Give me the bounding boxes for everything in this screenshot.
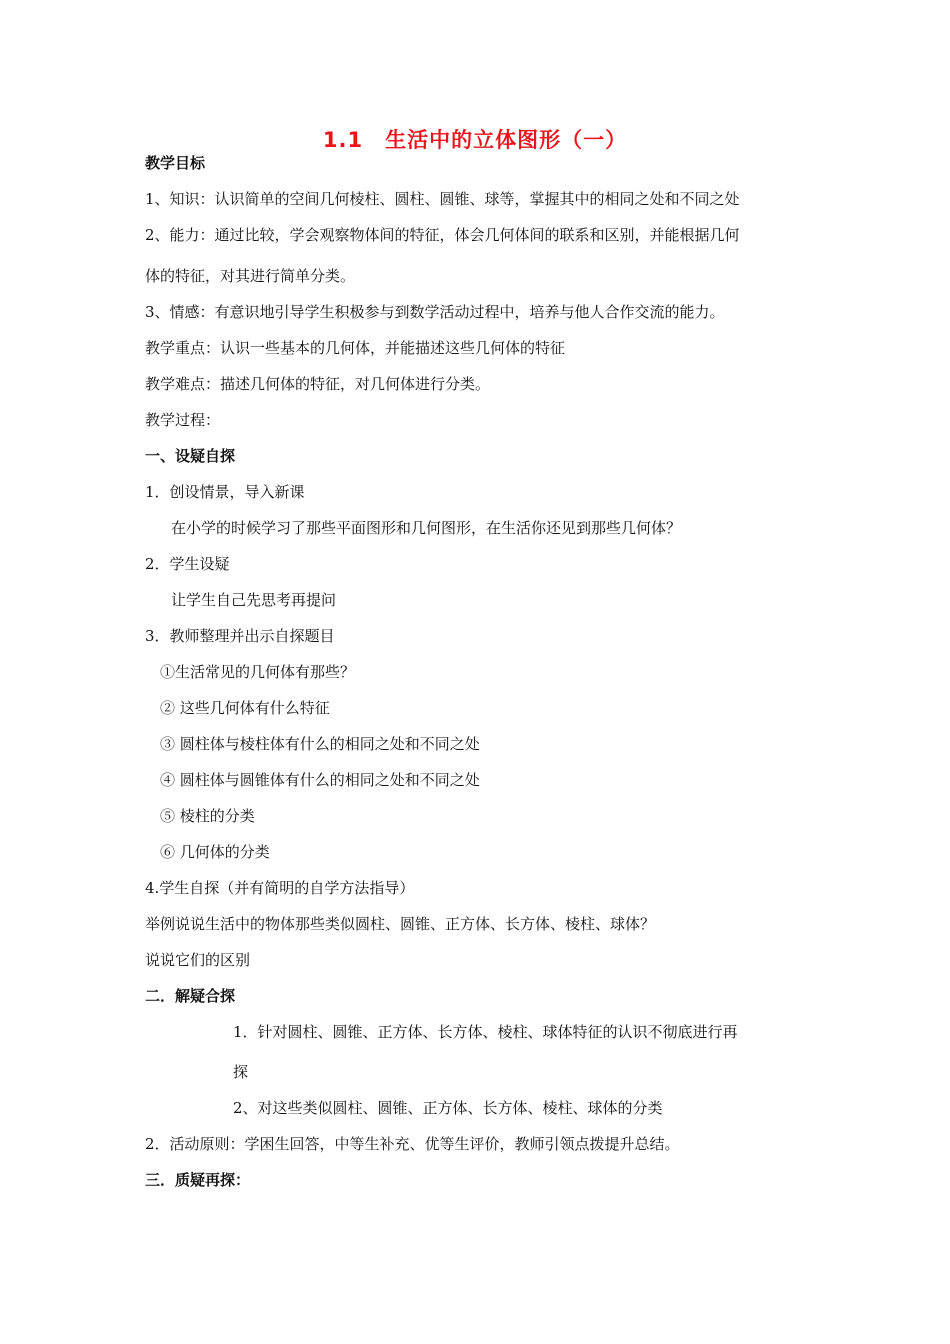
step-1-detail: 在小学的时候学习了那些平面图形和几何图形，在生活你还见到那些几何体？ (171, 519, 682, 537)
step-4: 4.学生自探（并有简明的自学方法指导） (145, 879, 415, 897)
step-1: 1．创设情景，导入新课 (145, 483, 305, 501)
question-4: ④ 圆柱体与圆锥体有什么的相同之处和不同之处 (160, 771, 480, 789)
paragraph-ability-cont: 体的特征，对其进行简单分类。 (145, 267, 356, 285)
paragraph-process: 教学过程： (145, 411, 221, 429)
question-1: ①生活常见的几何体有那些？ (160, 663, 356, 681)
step-4-detail: 举例说说生活中的物体那些类似圆柱、圆锥、正方体、长方体、棱柱、球体？ (145, 915, 656, 933)
question-2: ② 这些几何体有什么特征 (160, 699, 330, 717)
step-2-detail: 让学生自己先思考再提问 (171, 591, 337, 609)
section-heading-2: 二．解疑合探 (145, 987, 236, 1005)
section-2-item-1: 1．针对圆柱、圆锥、正方体、长方体、棱柱、球体特征的认识不彻底进行再 (233, 1023, 738, 1041)
step-3: 3．教师整理并出示自探题目 (145, 627, 335, 645)
question-6: ⑥ 几何体的分类 (160, 843, 270, 861)
section-2-item-1-cont: 探 (233, 1063, 249, 1081)
section-heading-3: 三．质疑再探： (145, 1171, 251, 1189)
step-4-detail-2: 说说它们的区别 (145, 951, 251, 969)
paragraph-ability: 2、能力：通过比较，学会观察物体间的特征，体会几何体间的联系和区别，并能根据几何 (145, 226, 740, 244)
activity-principle: 2．活动原则：学困生回答，中等生补充、优等生评价，教师引领点拨提升总结。 (145, 1135, 680, 1153)
step-2: 2．学生设疑 (145, 555, 230, 573)
section-heading-objectives: 教学目标 (145, 154, 206, 172)
paragraph-emotion: 3、情感：有意识地引导学生积极参与到数学活动过程中，培养与他人合作交流的能力。 (145, 303, 725, 321)
section-heading-1: 一、设疑自探 (145, 447, 236, 465)
question-3: ③ 圆柱体与棱柱体有什么的相同之处和不同之处 (160, 735, 480, 753)
question-5: ⑤ 棱柱的分类 (160, 807, 255, 825)
section-2-item-2: 2、对这些类似圆柱、圆锥、正方体、长方体、棱柱、球体的分类 (233, 1099, 663, 1117)
paragraph-knowledge: 1、知识：认识简单的空间几何棱柱、圆柱、圆锥、球等，掌握其中的相同之处和不同之处 (145, 190, 740, 208)
paragraph-difficulty: 教学难点：描述几何体的特征，对几何体进行分类。 (145, 375, 491, 393)
document-title: 1.1 生活中的立体图形（一） (322, 128, 628, 152)
paragraph-key-point: 教学重点：认识一些基本的几何体，并能描述这些几何体的特征 (145, 339, 566, 357)
